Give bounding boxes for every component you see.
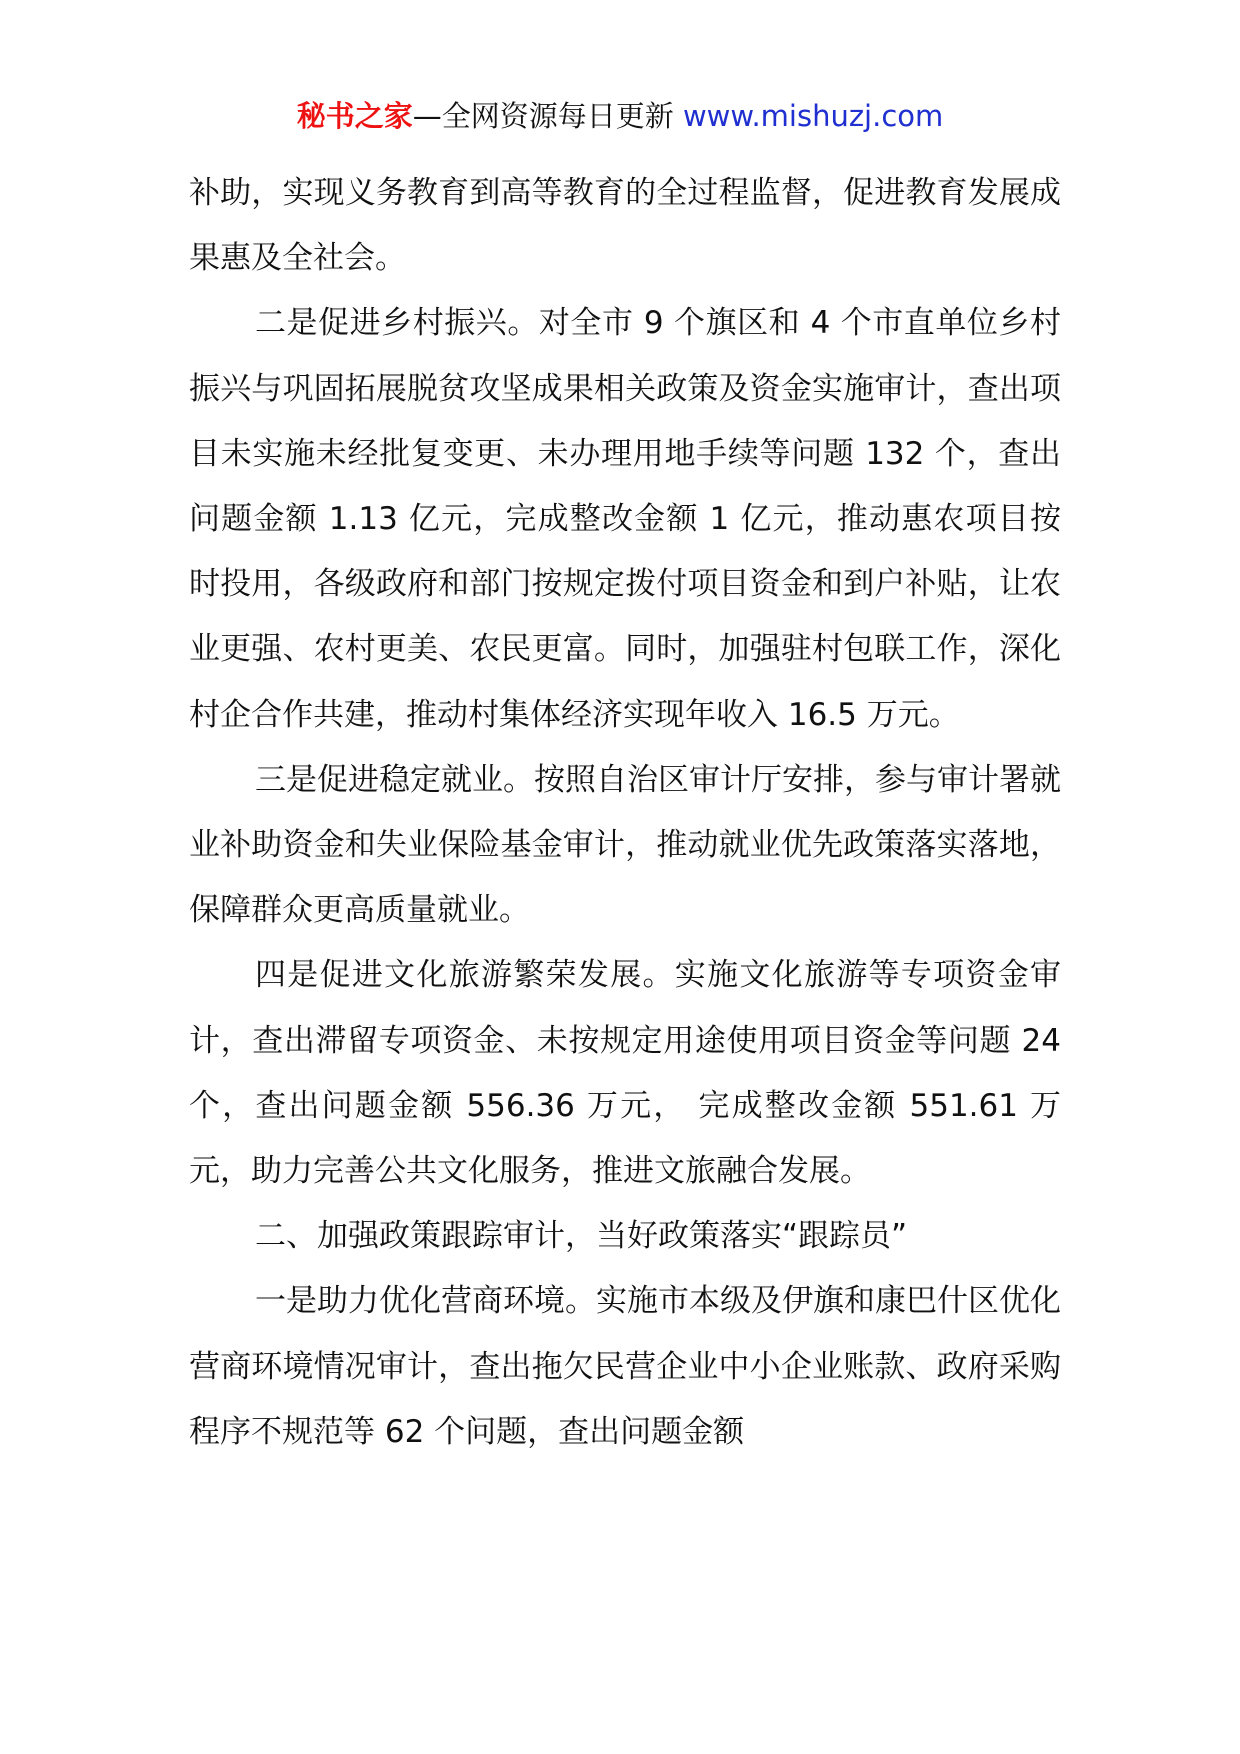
watermark-header — [0, 96, 1240, 136]
paragraph-employment: 三是促进稳定就业。按照自治区审计厅安排，参与审计署就业补助资金和失业保险基金审计，推动就业优先政策落实落地，保障群众更高质量就业。 — [189, 761, 1061, 929]
section-heading: 二、加强政策跟踪审计，当好政策落实“跟踪员” — [255, 1218, 908, 1255]
brand-name: 秘书之家 — [296, 99, 413, 133]
site-url-link[interactable]: www.mishuzj.com — [682, 99, 944, 133]
header-tagline: —全网资源每日更新 — [412, 99, 683, 133]
paragraph-rural-revitalization: 二是促进乡村振兴。对全市 9 个旗区和 4 个市直单位乡村振兴与巩固拓展脱贫攻坚成果相关政策及资金实施审计，查出项目未实施未经批复变更、未办理用地手续等问题 132 个，查出问题金额 1.13 亿元，完成整改金额 1 亿元，推动惠农项目按时投用，各级政府和部门按规定拨付项目资金和到户补贴，让农业更强、农村更美、农民更富。同时，加强驻村包联工作，深化村企合作共建，推动村集体经济实现年收入 16.5 万元。 — [189, 305, 1061, 733]
document-body — [189, 161, 1061, 1465]
paragraph-culture-tourism: 四是促进文化旅游繁荣发展。实施文化旅游等专项资金审计，查出滞留专项资金、未按规定用途使用项目资金等问题 24 个，查出问题金额 556.36 万元， 完成整改金额 551.61 万元，助力完善公共文化服务，推进文旅融合发展。 — [189, 957, 1061, 1190]
paragraph-business-environment: 一是助力优化营商环境。实施市本级及伊旗和康巴什区优化营商环境情况审计，查出拖欠民营企业中小企业账款、政府采购程序不规范等 62 个问题，查出问题金额 — [189, 1283, 1061, 1450]
paragraph-continuation: 补助，实现义务教育到高等教育的全过程监督，促进教育发展成果惠及全社会。 — [189, 175, 1061, 277]
